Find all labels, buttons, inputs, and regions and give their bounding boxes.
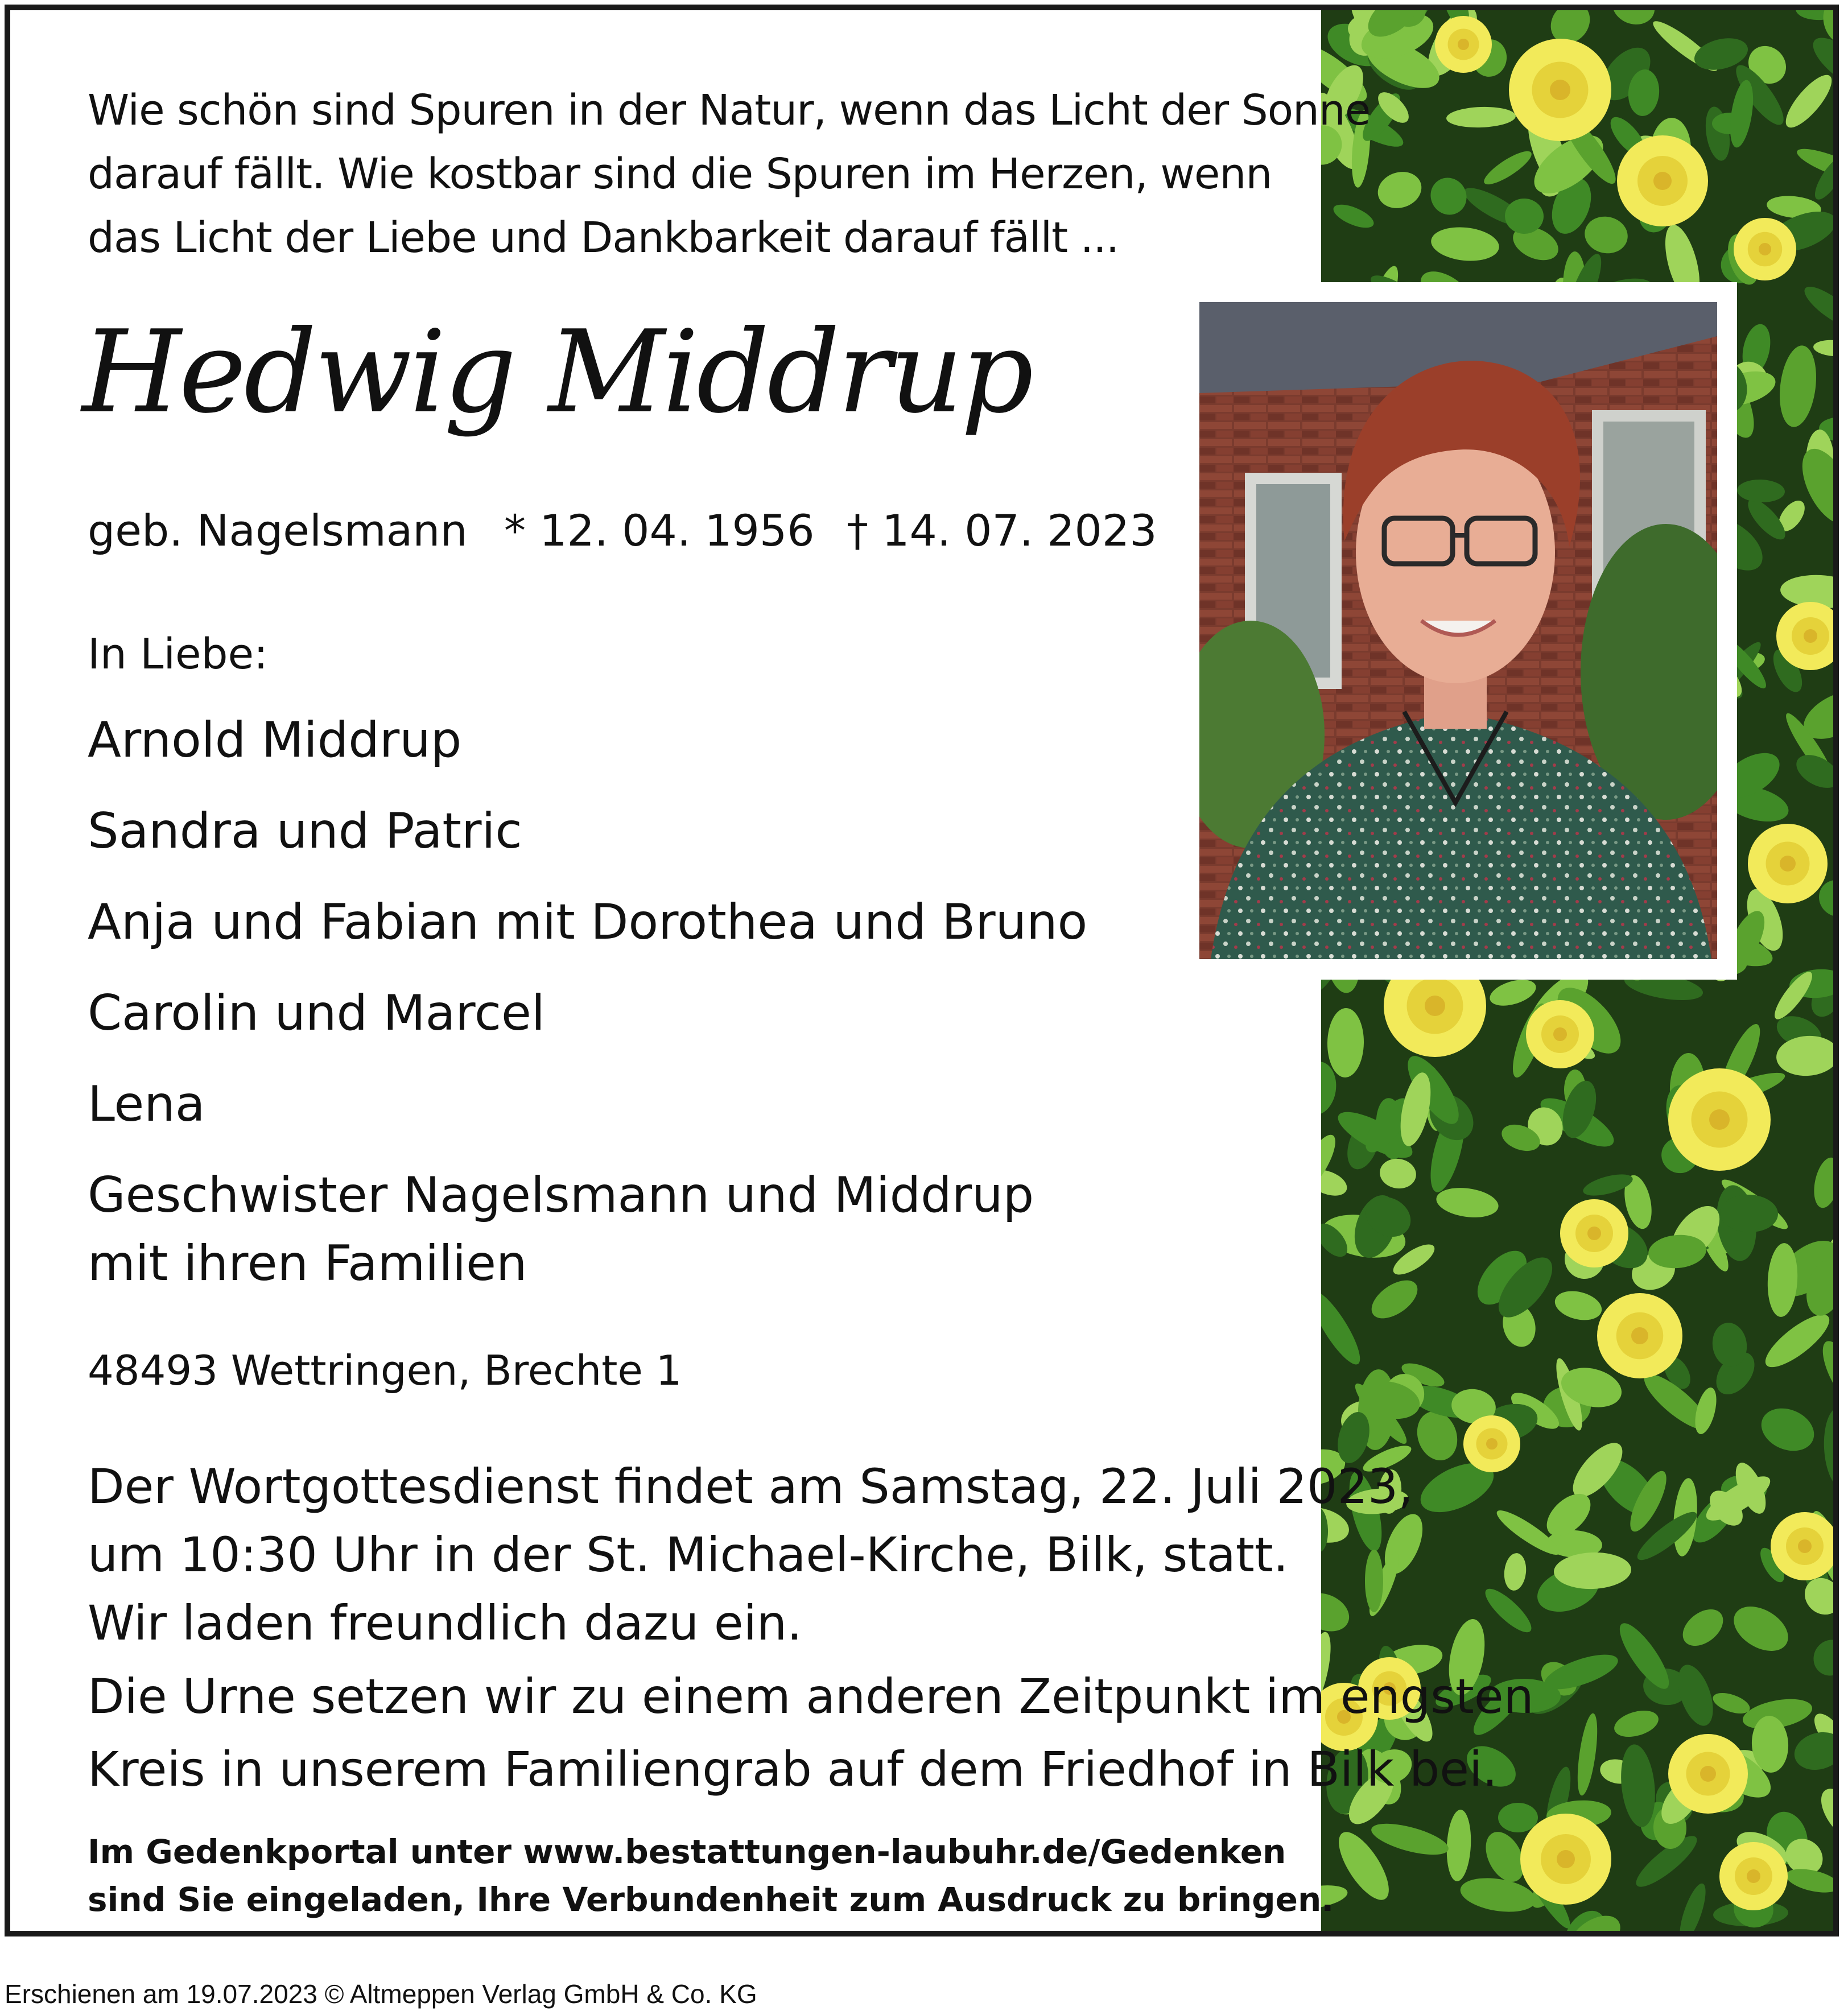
mourner-name: Lena <box>88 1076 205 1133</box>
mourner-name: Arnold Middrup <box>88 712 462 769</box>
birth-date: * 12. 04. 1956 <box>504 505 815 556</box>
mourner-name: Sandra und Patric <box>88 803 522 860</box>
service-info: Der Wortgottesdienst findet am Samstag, 22. Juli 2023, um 10:30 Uhr in der St. Michael-Kirche, Bilk, statt. Wir laden freundlich dazu ein. <box>88 1459 1414 1651</box>
publication-credit: Erschienen am 19.07.2023 © Altmeppen Verlag GmbH & Co. KG <box>5 1979 757 2009</box>
mourner-name: mit ihren Familien <box>88 1235 527 1292</box>
death-date: † 14. 07. 2023 <box>847 505 1157 556</box>
portrait-mount <box>1179 282 1737 980</box>
family-address: 48493 Wettringen, Brechte 1 <box>88 1347 682 1394</box>
birth-name: geb. Nagelsmann <box>88 505 468 556</box>
mourner-name: Geschwister Nagelsmann und Middrup <box>88 1167 1034 1224</box>
mourner-name: Carolin und Marcel <box>88 985 545 1042</box>
urn-info: Die Urne setzen wir zu einem anderen Zeitpunkt im engsten Kreis in unserem Familiengrab auf dem Friedhof in Bilk bei. <box>88 1669 1534 1797</box>
obituary-notice <box>5 5 1839 1936</box>
memorial-portal-info: Im Gedenkportal unter www.bestattungen-laubuhr.de/Gedenken sind Sie eingeladen, Ihre Verbundenheit zum Ausdruck zu bringen. <box>88 1832 1334 1919</box>
mourner-name: Anja und Fabian mit Dorothea und Bruno <box>88 894 1088 951</box>
deceased-name: Hedwig Middrup <box>82 306 1032 439</box>
portrait-photo <box>1199 302 1717 959</box>
memorial-quote: Wie schön sind Spuren in der Natur, wenn das Licht der Sonne darauf fällt. Wie kostbar sind die Spuren im Herzen, wenn das Licht der Liebe und Dankbarkeit darauf fällt ... <box>88 86 1371 262</box>
in-love-label: In Liebe: <box>88 630 268 679</box>
